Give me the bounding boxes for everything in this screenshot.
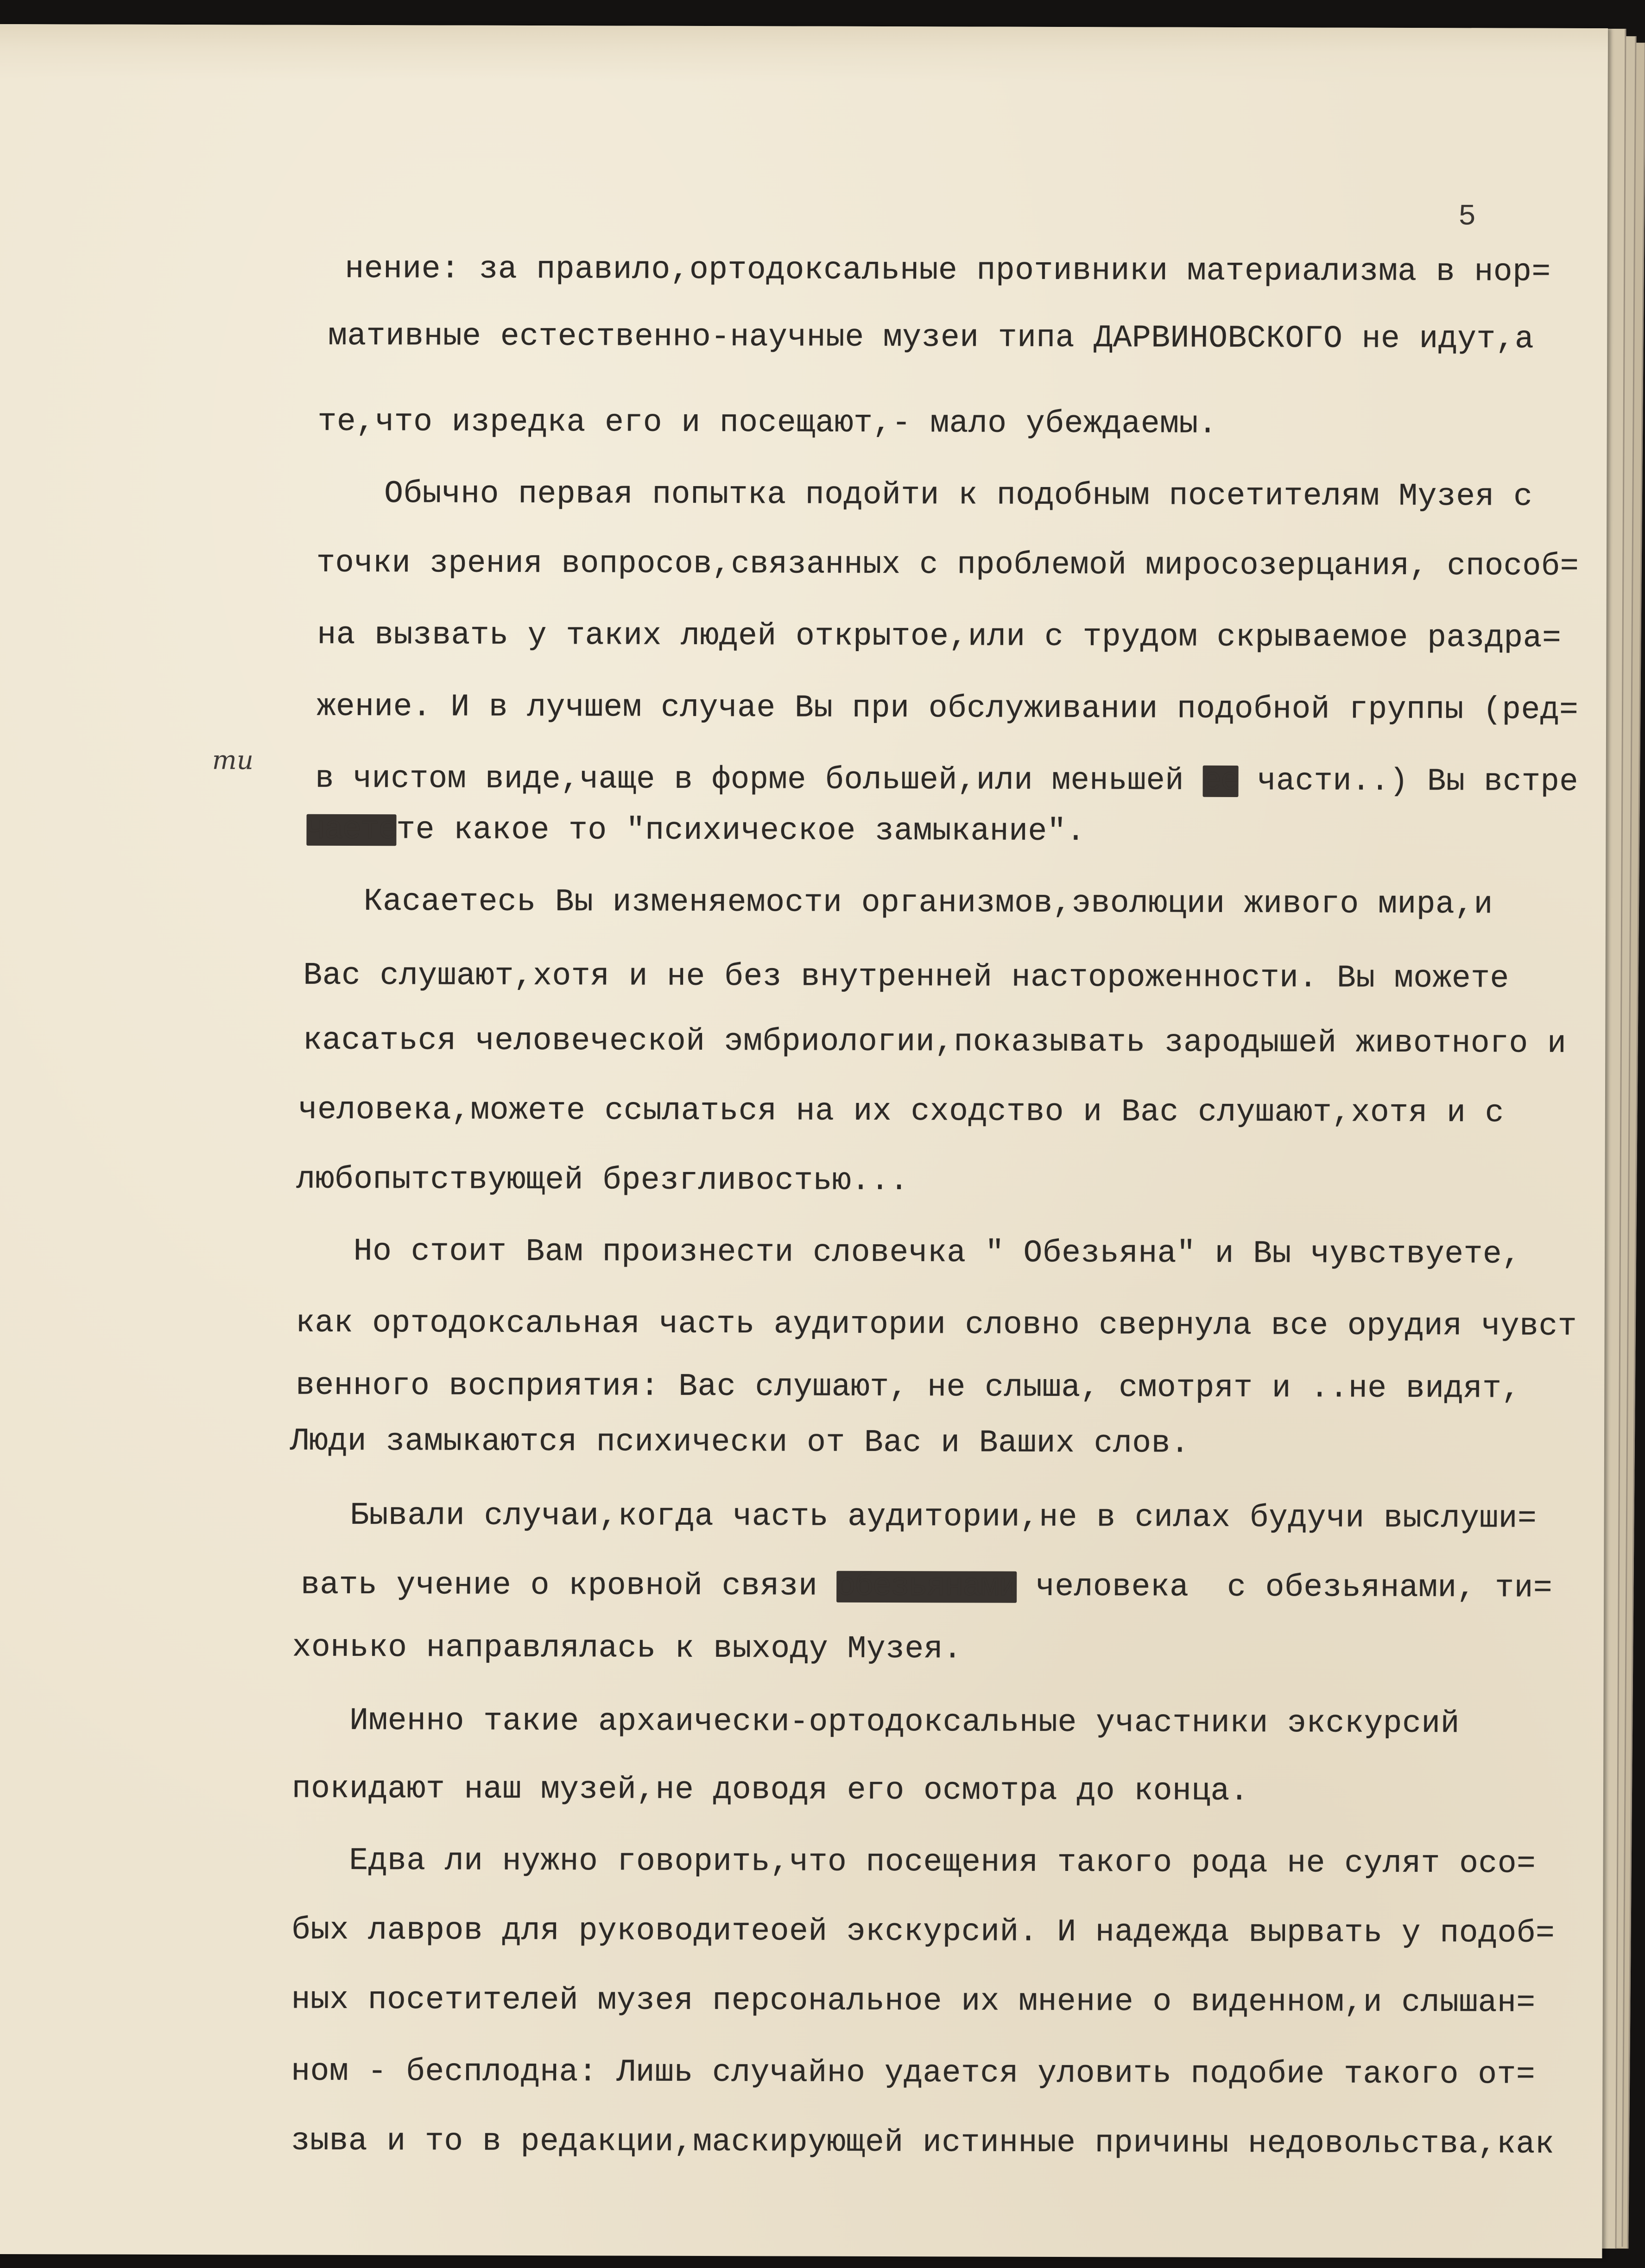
text-line: зыва и то в редакции,маскирующей истинные причины недовольства,как [291,2123,1555,2162]
text-line: те,что изредка его и посещают,- мало убеждаемы. [317,404,1218,442]
text-line: бых лавров для руководитеоей экскурсий. И надежда вырвать у подоб= [291,1912,1555,1951]
text-line: Едва ли нужно говорить,что посещения такого рода не сулят осо= [291,1843,1536,1882]
text-line: Касаетесь Вы изменяемости организмов,эволюции живого мира,и [306,883,1493,923]
text-line: в чистом виде,чаще в форме большей,или меньшей ее части..) Вы встре [315,760,1579,800]
text-line: на вызвать у таких людей открытое,или с трудом скрываемое раздра= [317,617,1562,656]
struck-text: обезьянами [836,1568,1017,1605]
typewritten-page [0,24,1608,2258]
struck-text: чаете [306,811,397,848]
text-line: нение: за правило,ортодоксальные противники материализма в нор= [345,251,1551,290]
text-line: Обычно первая попытка подойти к подобным посетителям Музея с [327,475,1533,515]
text-line: как ортодоксальная часть аудитории словно свернула все орудия чувст [296,1305,1577,1344]
text-line: ном - бесплодна: Лишь случайно удается уловить подобие такого от= [291,2053,1536,2093]
text-line: покидают наш музей,не доводя его осмотра до конца. [291,1771,1249,1810]
text-line: человека,можете ссылаться на их сходство и Вас слушают,хотя и с [298,1092,1505,1131]
text-line: ных посетителей музея персональное их мнение о виденном,и слышан= [291,1982,1536,2021]
text-line: жение. И в лучшем случае Вы при обслуживании подобной группы (ред= [316,689,1579,728]
text-line: точки зрения вопросов,связанных с проблемой миросозерцания, способ= [316,545,1579,584]
text-line: хонько направлялась к выходу Музея. [292,1629,962,1667]
text-line: Именно такие архаически-ортодоксальные участники экскурсий [292,1703,1460,1742]
body-text [0,24,1608,2258]
struck-text: ее [1202,763,1239,799]
handwritten-correction: ти [212,745,254,776]
text-line: вать учение о кровной связи обезьянами человека с обезьянами, ти= [300,1567,1553,1606]
text-line: чаетете какое то "психическое замыкание". [306,811,1086,850]
text-line: любопытствующей брезгливостью... [296,1161,909,1199]
page-number: 5 [1458,200,1476,234]
text-line: мативные естественно-научные музеи типа ДАРВИНОВСКОГО не идут,а [328,318,1534,357]
text-line: венного восприятия: Вас слушают, не слыша, смотрят и ..не видят, [296,1368,1521,1407]
text-line: касаться человеческой эмбриологии,показывать зародышей животного и [303,1022,1567,1062]
text-line: Вас слушают,хотя и не без внутренней настороженности. Вы можете [303,957,1509,997]
text-line: Люди замыкаются психически от Вас и Ваших слов. [290,1423,1190,1462]
text-line: Бывали случаи,когда часть аудитории,не в силах будучи выслуши= [292,1497,1537,1537]
text-line: Но стоит Вам произнести словечка " Обезьяна" и Вы чувствуете, [296,1233,1521,1273]
